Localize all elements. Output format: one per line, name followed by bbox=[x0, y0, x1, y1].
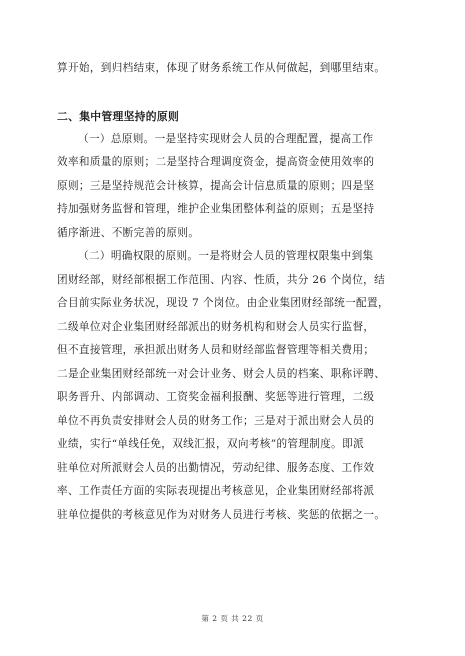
text-line: 二是企业集团财经部统一对会计业务、财会人员的档案、职称评聘、 bbox=[57, 367, 386, 380]
paragraph-general-principle bbox=[57, 128, 403, 246]
text-line: 合目前实际业务状况，现设 7 个岗位。由企业集团财经部统一配置， bbox=[57, 297, 389, 309]
text-line: 职务晋升、内部调动、工资奖金福利报酬、奖惩等进行管理，二级 bbox=[57, 391, 375, 403]
text-line: 率、工作责任方面的实际表现提出考核意见，企业集团财经部将派 bbox=[57, 485, 375, 497]
text-line: 驻单位提供的考核意见作为对财务人员进行考核、奖惩的依据之一。 bbox=[57, 508, 386, 521]
text-line: （二）明确权限的原则。一是将财会人员的管理权限集中到集 bbox=[78, 250, 374, 262]
paragraph-authority-principle bbox=[57, 245, 403, 527]
text-line: 持加强财务监督和管理，维护企业集团整体利益的原则；五是坚持 bbox=[57, 203, 375, 215]
text-line: 单位不再负责安排财会人员的财务工作；三是对于派出财会人员的 bbox=[57, 414, 375, 427]
text-line: 团财经部，财经部根据工作范围、内容、性质，共分 26 个岗位，结 bbox=[57, 273, 386, 286]
text-line: 驻单位对所派财会人员的出勤情况，劳动纪律、服务态度、工作效 bbox=[57, 461, 375, 474]
text-line: 算开始，到归档结束，体现了财务系统工作从何做起，到哪里结束。 bbox=[57, 62, 386, 74]
text-line: 循序渐进、不断完善的原则。 bbox=[57, 226, 200, 239]
section-heading: 二、集中管理坚持的原则 bbox=[57, 109, 180, 123]
text-line: 原则；三是坚持规范会计核算，提高会计信息质量的原则；四是坚 bbox=[57, 179, 375, 192]
page-body bbox=[57, 57, 403, 527]
text-line: 业绩，实行“单线任免，双线汇报，双向考核”的管理制度。即派 bbox=[57, 438, 365, 450]
text-line: 效率和质量的原则；二是坚持合理调度资金，提高资金使用效率的 bbox=[57, 156, 375, 168]
text-line: 二级单位对企业集团财经部派出的财务机构和财会人员实行监督， bbox=[57, 320, 375, 333]
text-line: 但不直接管理，承担派出财务人员和财经部监督管理等相关费用； bbox=[57, 344, 375, 356]
text-line: （一）总原则。一是坚持实现财会人员的合理配置，提高工作 bbox=[78, 132, 374, 145]
page-number-footer: 第 2 页 共 22 页 bbox=[201, 614, 264, 623]
